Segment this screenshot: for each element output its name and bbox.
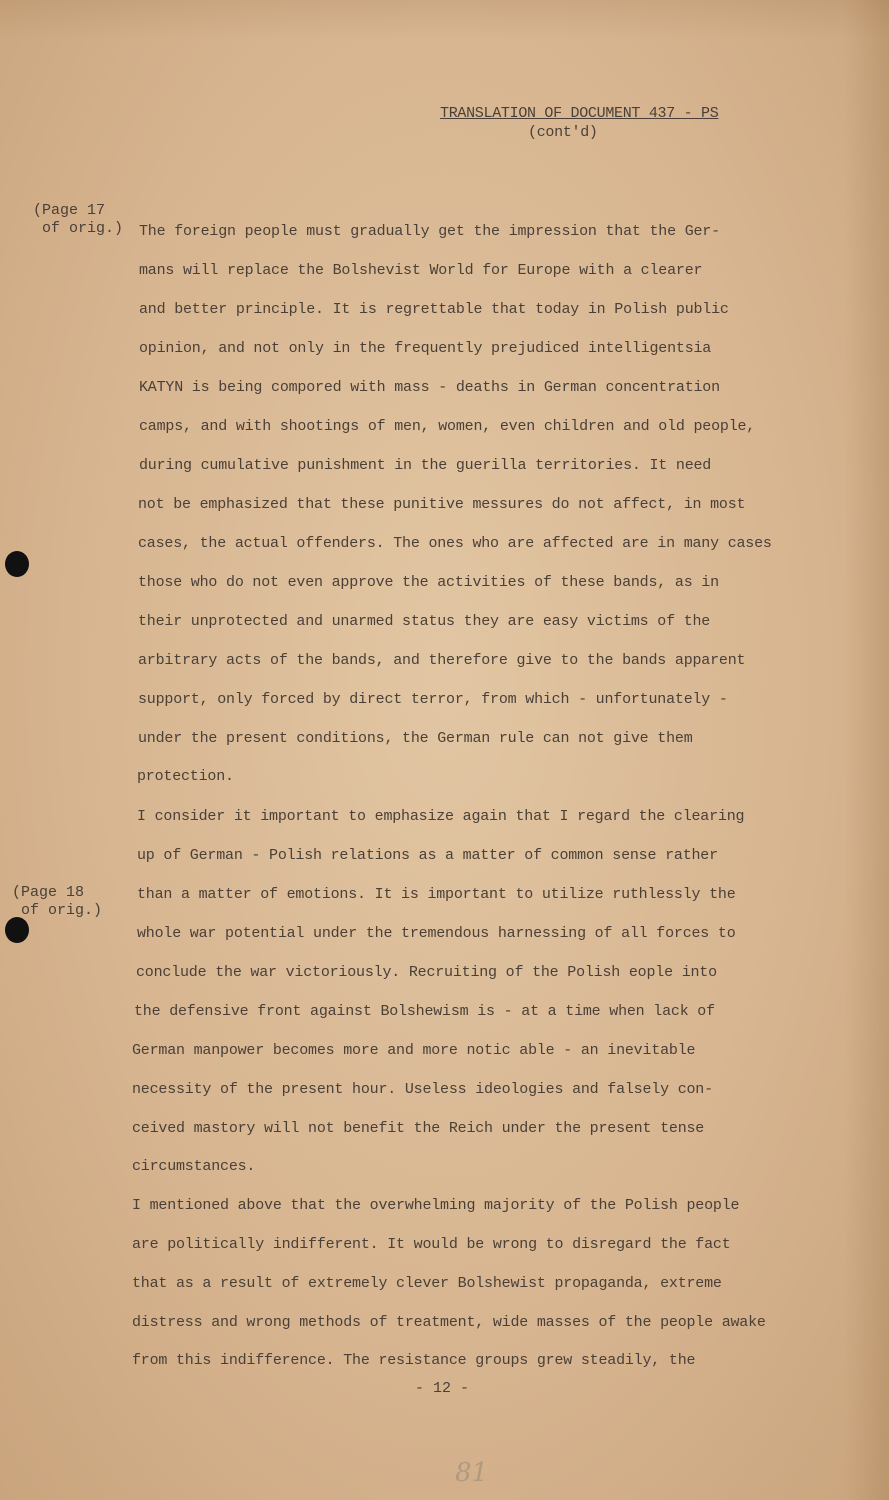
punch-hole-lower (5, 917, 29, 943)
text-line: support, only forced by direct terror, from which - unfortunately - (138, 691, 728, 708)
document-subtitle: (cont'd) (528, 124, 598, 141)
text-line: circumstances. (132, 1158, 256, 1175)
text-line: not be emphasized that these punitive messures do not affect, in most (138, 496, 746, 513)
text-line: I consider it important to emphasize again that I regard the clearing (137, 808, 745, 825)
text-line: under the present conditions, the German rule can not give them (138, 730, 693, 747)
text-line: camps, and with shootings of men, women, even children and old people, (139, 418, 756, 435)
text-line: German manpower becomes more and more notic able - an inevitable (132, 1042, 696, 1059)
text-line: those who do not even approve the activities of these bands, as in (138, 574, 719, 591)
paper-shadow-top (0, 0, 889, 40)
text-line: protection. (137, 768, 234, 785)
page-number: - 12 - (415, 1380, 470, 1397)
text-line: than a matter of emotions. It is important to utilize ruthlessly the (137, 886, 736, 903)
text-line: necessity of the present hour. Useless ideologies and falsely con- (132, 1081, 713, 1098)
text-line: from this indifference. The resistance groups grew steadily, the (132, 1352, 696, 1369)
text-line: The foreign people must gradually get the impression that the Ger- (139, 223, 720, 240)
document-title: TRANSLATION OF DOCUMENT 437 - PS (440, 105, 719, 122)
text-line: conclude the war victoriously. Recruiting of the Polish eople into (136, 964, 717, 981)
text-line: arbitrary acts of the bands, and therefore give to the bands apparent (138, 652, 746, 669)
text-line: KATYN is being compored with mass - deaths in German concentration (139, 379, 720, 396)
text-line: ceived mastory will not benefit the Reich under the present tense (132, 1120, 705, 1137)
document-header (440, 104, 718, 142)
paper-shadow-right (844, 0, 889, 1500)
text-line: and better principle. It is regrettable that today in Polish public (139, 301, 729, 318)
handwritten-page-mark: 81 (455, 1458, 489, 1488)
text-line: the defensive front against Bolshewism is - at a time when lack of (134, 1003, 715, 1020)
margin-note-page-17: (Page 17 of orig.) (33, 202, 124, 237)
text-line: whole war potential under the tremendous harnessing of all forces to (137, 925, 736, 942)
text-line: distress and wrong methods of treatment, wide masses of the people awake (132, 1314, 766, 1331)
text-line: cases, the actual offenders. The ones who are affected are in many cases (138, 535, 772, 552)
text-line: that as a result of extremely clever Bolshewist propaganda, extreme (132, 1275, 722, 1292)
text-line: opinion, and not only in the frequently prejudiced intelligentsia (139, 340, 712, 357)
text-line: up of German - Polish relations as a matter of common sense rather (137, 847, 718, 864)
text-line: I mentioned above that the overwhelming majority of the Polish people (132, 1197, 740, 1214)
text-line: during cumulative punishment in the guerilla territories. It need (139, 457, 712, 474)
text-line: are politically indifferent. It would be wrong to disregard the fact (132, 1236, 731, 1253)
margin-note-page-18: (Page 18 of orig.) (12, 884, 103, 919)
text-line: their unprotected and unarmed status they are easy victims of the (138, 613, 711, 630)
punch-hole-upper (5, 551, 29, 577)
text-line: mans will replace the Bolshevist World for Europe with a clearer (139, 262, 703, 279)
